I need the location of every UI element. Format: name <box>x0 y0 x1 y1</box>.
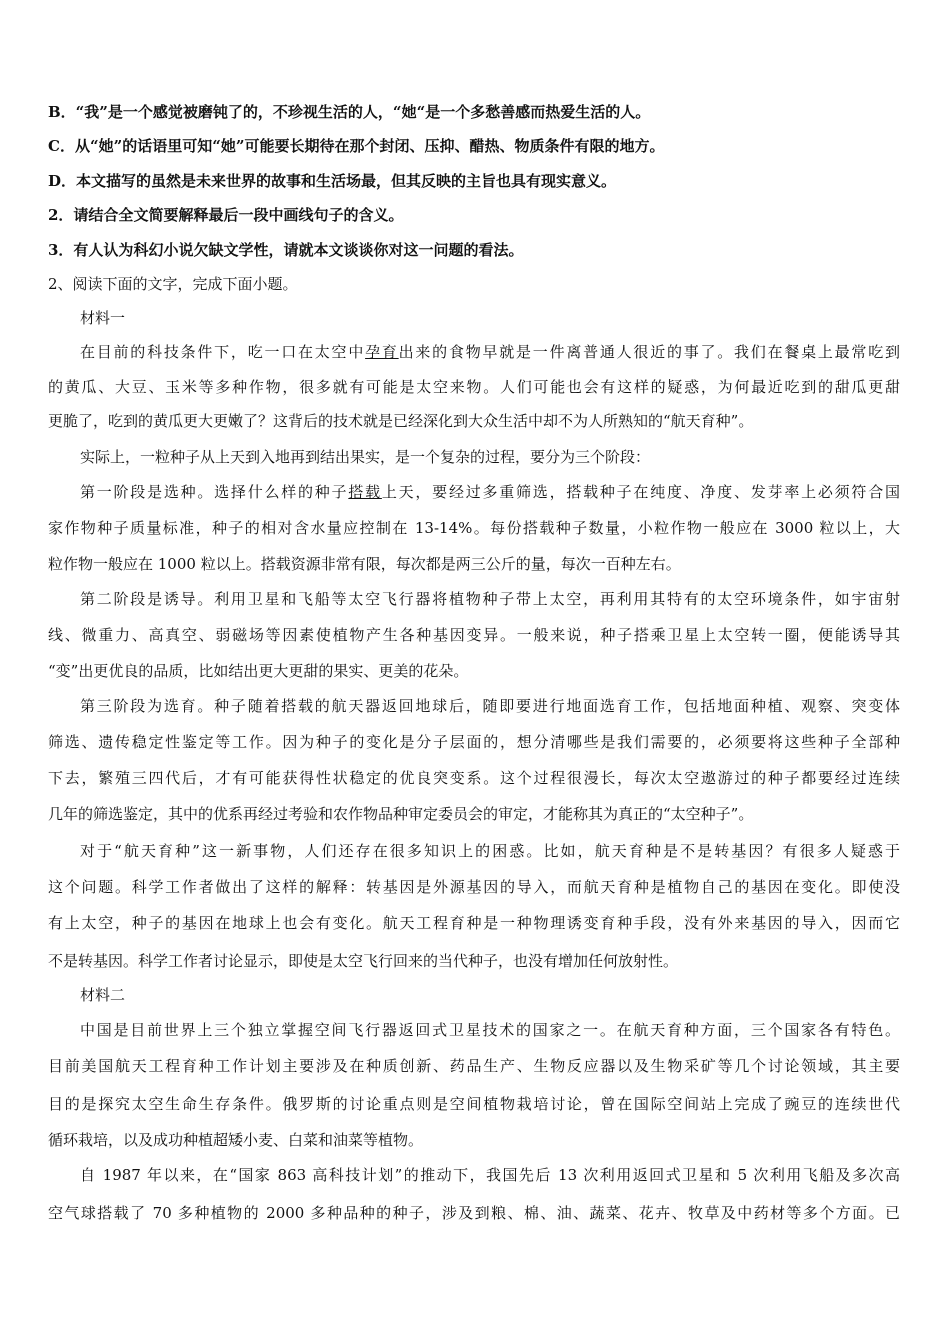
paragraph-line: 有上太空，种子的基因在地球上也会有变化。航天工程育种是一种物理诱变育种手段，没有外来基因的导入，因而它 <box>48 914 900 932</box>
paragraph-line: 循环栽培，以及成功种植超矮小麦、白菜和油菜等植物。 <box>48 1131 424 1149</box>
paragraph-line: 目的是探究太空生命生存条件。俄罗斯的讨论重点则是空间植物栽培讨论，曾在国际空间站上完成了豌豆的连续世代 <box>48 1095 900 1113</box>
paragraph-line: 线、微重力、高真空、弱磁场等因素使植物产生各种基因变异。一般来说，种子搭乘卫星上太空转一圈，便能诱导其 <box>48 626 900 644</box>
paragraph-line: 这个问题。科学工作者做出了这样的解释：转基因是外源基因的导入，而航天育种是植物自己的基因在变化。即使没 <box>48 878 900 896</box>
option-d: D．本文描写的虽然是未来世界的故事和生活场最，但其反映的主旨也具有现实意义。 <box>48 172 617 190</box>
paragraph-line: 中国是目前世界上三个独立掌握空间飞行器返回式卫星技术的国家之一。在航天育种方面，三个国家各有特色。 <box>80 1021 900 1039</box>
paragraph-line: 不是转基因。科学工作者讨论显示，即使是太空飞行回来的当代种子，也没有增加任何放射性。 <box>48 952 679 970</box>
underlined-term: 搭载 <box>348 483 382 501</box>
question-3: 3．有人认为科幻小说欠缺文学性，请就本文谈谈你对这一问题的看法。 <box>48 241 524 259</box>
paragraph-line: 第三阶段为选育。种子随着搭载的航天器返回地球后，随即要进行地面选育工作，包括地面种植、观察、突变体 <box>80 697 900 715</box>
paragraph-line: 粒作物一般应在 1000 粒以上。搭载资源非常有限，每次都是两三公斤的量，每次一百种左右。 <box>48 555 681 573</box>
paragraph-line: 的黄瓜、大豆、玉米等多种作物，很多就有可能是太空来物。人们可能也会有这样的疑惑，为何最近吃到的甜瓜更甜 <box>48 378 900 396</box>
paragraph-line: 在目前的科技条件下，吃一口在太空中孕育出来的食物早就是一件离普通人很近的事了。我们在餐桌上最常吃到 <box>80 343 900 361</box>
paragraph-line: 下去，繁殖三四代后，才有可能获得性状稳定的优良突变系。这个过程很漫长，每次太空遨游过的种子都要经过连续 <box>48 769 900 787</box>
paragraph-line: 自 1987 年以来，在“国家 863 高科技计划”的推动下，我国先后 13 次利用返回式卫星和 5 次利用飞船及多次高 <box>80 1166 900 1184</box>
material-1-heading: 材料一 <box>80 309 126 327</box>
paragraph-line: 几年的筛选鉴定，其中的优系再经过考验和农作物品种审定委员会的审定，才能称其为真正的“太空种子”。 <box>48 805 754 823</box>
paragraph-line: 实际上，一粒种子从上天到入地再到结出果实，是一个复杂的过程，要分为三个阶段： <box>80 448 651 466</box>
question-2: 2．请结合全文简要解释最后一段中画线句子的含义。 <box>48 206 404 224</box>
option-c: C．从“她”的话语里可知“她”可能要长期待在那个封闭、压抑、醋热、物质条件有限的地方。 <box>48 137 665 155</box>
underlined-term: 孕育 <box>365 343 399 361</box>
paragraph-line: 目前美国航天工程育种工作计划主要涉及在种质创新、药品生产、生物反应器以及生物采矿等几个讨论领域，其主要 <box>48 1057 900 1075</box>
paragraph-line: 空气球搭载了 70 多种植物的 2000 多种品种的种子，涉及到粮、棉、油、蔬菜、花卉、牧草及中药材等多个方面。已 <box>48 1204 900 1222</box>
paragraph-line: 筛选、遗传稳定性鉴定等工作。因为种子的变化是分子层面的，想分清哪些是我们需要的，必须要将这些种子全部种 <box>48 733 900 751</box>
paragraph-line: 更脆了，吃到的黄瓜更大更嫩了？这背后的技术就是已经深化到大众生活中却不为人所熟知的“航天育种”。 <box>48 412 754 430</box>
paragraph-line: 第二阶段是诱导。利用卫星和飞船等太空飞行器将植物种子带上太空，再利用其特有的太空环境条件，如宇宙射 <box>80 590 900 608</box>
paragraph-line: 第一阶段是选种。选择什么样的种子搭载上天，要经过多重筛选，搭载种子在纯度、净度、发芽率上必须符合国 <box>80 483 900 501</box>
option-b: B．“我”是一个感觉被磨钝了的，不珍视生活的人，“她“是一个多愁善感而热爱生活的人。 <box>48 103 651 121</box>
section-2-intro: 2、阅读下面的文字，完成下面小题。 <box>48 275 298 293</box>
paragraph-line: 家作物种子质量标准，种子的相对含水量应控制在 13-14%。每份搭载种子数量，小粒作物一般应在 3000 粒以上，大 <box>48 519 900 537</box>
paragraph-line: 对于“航天育种”这一新事物，人们还存在很多知识上的困惑。比如，航天育种是不是转基因？有很多人疑惑于 <box>80 842 900 860</box>
paragraph-line: “变”出更优良的品质，比如结出更大更甜的果实、更美的花朵。 <box>48 662 469 680</box>
material-2-heading: 材料二 <box>80 986 126 1004</box>
